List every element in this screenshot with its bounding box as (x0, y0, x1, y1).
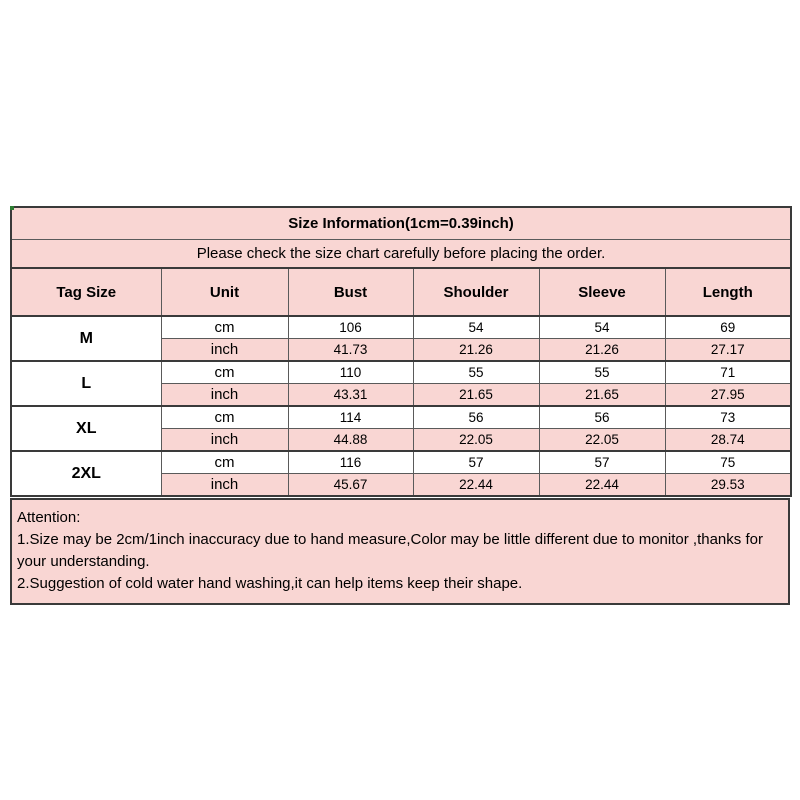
table-cell: 106 (288, 316, 413, 339)
table-cell: 27.17 (665, 339, 791, 362)
tag-size-cell-2xl: 2XL (11, 451, 161, 496)
table-subtitle: Please check the size chart carefully before placing the order. (11, 240, 791, 269)
table-cell: 21.65 (413, 384, 539, 407)
unit-cell-inch: inch (161, 429, 288, 452)
table-cell: 110 (288, 361, 413, 384)
table-cell: 45.67 (288, 474, 413, 497)
column-header-unit: Unit (161, 268, 288, 316)
table-cell: 55 (539, 361, 665, 384)
attention-note (10, 498, 790, 605)
table-cell: 29.53 (665, 474, 791, 497)
unit-cell-cm: cm (161, 406, 288, 429)
table-cell: 21.65 (539, 384, 665, 407)
green-corner-artifact (10, 206, 14, 210)
unit-cell-inch: inch (161, 384, 288, 407)
table-cell: 43.31 (288, 384, 413, 407)
column-header-tag-size: Tag Size (11, 268, 161, 316)
table-cell: 54 (539, 316, 665, 339)
table-cell: 116 (288, 451, 413, 474)
table-cell: 22.05 (413, 429, 539, 452)
table-title-row (11, 207, 791, 240)
table-cell: 75 (665, 451, 791, 474)
attention-line-1: 1.Size may be 2cm/1inch inaccuracy due to hand measure,Color may be little different due to monitor ,thanks for your understanding. (17, 531, 763, 570)
table-cell: 56 (413, 406, 539, 429)
table-cell: 21.26 (539, 339, 665, 362)
table-cell: 22.44 (539, 474, 665, 497)
table-cell: 22.44 (413, 474, 539, 497)
unit-cell-inch: inch (161, 474, 288, 497)
tag-size-cell-l: L (11, 361, 161, 406)
size-chart-sheet (10, 206, 790, 605)
table-cell: 54 (413, 316, 539, 339)
table-row-m-cm (11, 316, 791, 339)
unit-cell-cm: cm (161, 451, 288, 474)
table-cell: 44.88 (288, 429, 413, 452)
table-cell: 114 (288, 406, 413, 429)
attention-line-2: 2.Suggestion of cold water hand washing,it can help items keep their shape. (17, 575, 523, 592)
table-cell: 55 (413, 361, 539, 384)
table-row-xl-cm (11, 406, 791, 429)
table-cell: 57 (539, 451, 665, 474)
table-cell: 56 (539, 406, 665, 429)
column-header-bust: Bust (288, 268, 413, 316)
table-row-2xl-cm (11, 451, 791, 474)
table-cell: 28.74 (665, 429, 791, 452)
unit-cell-cm: cm (161, 361, 288, 384)
table-cell: 41.73 (288, 339, 413, 362)
table-title: Size Information(1cm=0.39inch) (11, 207, 791, 240)
table-cell: 22.05 (539, 429, 665, 452)
table-cell: 71 (665, 361, 791, 384)
attention-heading: Attention: (17, 509, 81, 526)
table-cell: 73 (665, 406, 791, 429)
unit-cell-cm: cm (161, 316, 288, 339)
table-row-l-cm (11, 361, 791, 384)
column-header-length: Length (665, 268, 791, 316)
table-cell: 27.95 (665, 384, 791, 407)
table-cell: 57 (413, 451, 539, 474)
tag-size-cell-m: M (11, 316, 161, 361)
table-subtitle-row (11, 240, 791, 269)
column-header-row (11, 268, 791, 316)
tag-size-cell-xl: XL (11, 406, 161, 451)
table-cell: 21.26 (413, 339, 539, 362)
unit-cell-inch: inch (161, 339, 288, 362)
column-header-shoulder: Shoulder (413, 268, 539, 316)
size-chart-table (10, 206, 792, 497)
table-cell: 69 (665, 316, 791, 339)
column-header-sleeve: Sleeve (539, 268, 665, 316)
